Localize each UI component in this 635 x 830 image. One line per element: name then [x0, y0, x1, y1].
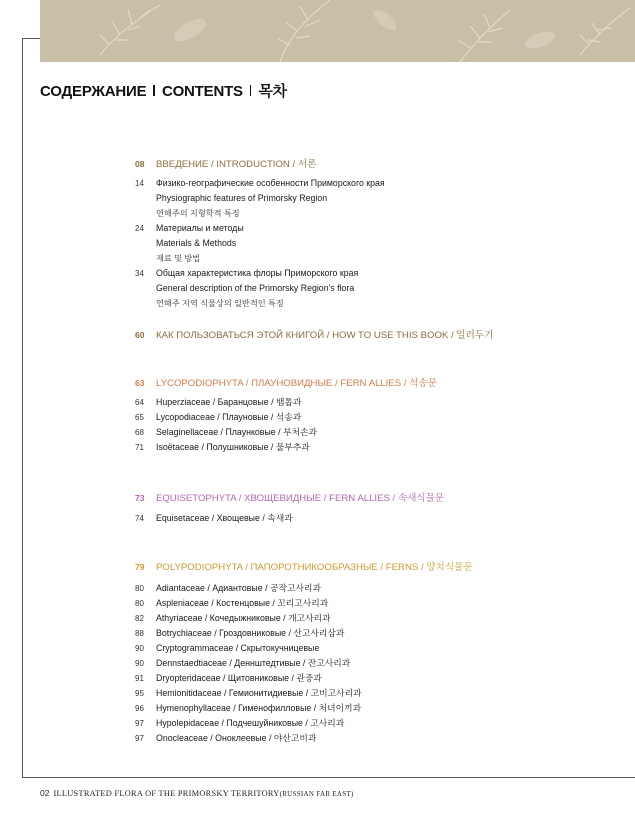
toc-entry[interactable]	[135, 581, 321, 596]
toc-section-polypodiophyta[interactable]	[135, 559, 473, 573]
entry-title-en: Materials & Methods	[156, 238, 237, 248]
frame-line-top	[22, 38, 40, 39]
entry-page-number: 97	[135, 719, 144, 728]
toc-entry[interactable]	[135, 656, 350, 671]
section-title: EQUISETOPHYTA / ХВОЩЕВИДНЫЕ / FERN ALLIES / 속새식물문	[156, 493, 445, 504]
entry-title-ru: Материалы и методы	[156, 223, 244, 233]
entry-title: Botrychiaceae / Гроздовниковые / 산고사리삼과	[156, 628, 345, 638]
entry-title: Onocleaceae / Оноклеевые / 야산고비과	[156, 733, 317, 743]
toc-entry[interactable]	[135, 511, 293, 526]
page-title	[40, 80, 287, 101]
entry-page-number: 24	[135, 224, 144, 233]
section-title: LYCOPODIOPHYTA / ПЛАУНОВИДНЫЕ / FERN ALLIES / 석송문	[156, 378, 437, 389]
entry-title: Hypolepidaceae / Подчешуйниковые / 고사리과	[156, 718, 345, 728]
entry-title: Dryopteridaceae / Щитовниковые / 관중과	[156, 673, 322, 683]
book-subtitle: (RUSSIAN FAR EAST)	[279, 790, 354, 798]
entry-page-number: 88	[135, 629, 144, 638]
entry-page-number: 65	[135, 413, 144, 422]
toc-entry[interactable]	[135, 176, 385, 221]
entry-page-number: 71	[135, 443, 144, 452]
page-footer	[40, 788, 354, 798]
entry-title-ko: 연해주 지역 식물상의 일반적인 특징	[156, 299, 284, 308]
entry-page-number: 82	[135, 614, 144, 623]
entry-title: Huperziaceae / Баранцовые / 뱀톱과	[156, 397, 302, 407]
toc-entry[interactable]	[135, 440, 310, 455]
fern-decoration-icon	[40, 0, 635, 62]
section-title: POLYPODIOPHYTA / ПАПОРОТНИКООБРАЗНЫЕ / FERNS / 양치식물문	[156, 562, 473, 573]
toc-entry[interactable]	[135, 641, 319, 656]
entry-page-number: 68	[135, 428, 144, 437]
entry-page-number: 34	[135, 269, 144, 278]
toc-entry[interactable]	[135, 410, 301, 425]
entry-page-number: 80	[135, 584, 144, 593]
entry-title-ru: Физико-географические особенности Приморского края	[156, 178, 385, 188]
toc-entry[interactable]	[135, 671, 322, 686]
frame-line-bottom	[22, 777, 635, 778]
entry-page-number: 64	[135, 398, 144, 407]
entry-title: Hemionitidaceae / Гемионитидиевые / 고비고사리과	[156, 688, 362, 698]
toc-section-how-to-use[interactable]	[135, 327, 493, 341]
toc-entry[interactable]	[135, 626, 344, 641]
entry-title-ru: Общая характеристика флоры Приморского края	[156, 268, 359, 278]
toc-section-introduction[interactable]	[135, 156, 316, 170]
toc-entry[interactable]	[135, 596, 328, 611]
toc-entry[interactable]	[135, 425, 317, 440]
entry-page-number: 91	[135, 674, 144, 683]
entry-title-ko: 재료 및 방법	[156, 254, 201, 263]
frame-line-left	[22, 38, 23, 778]
toc-entry[interactable]	[135, 266, 358, 311]
toc-section-equisetophyta[interactable]	[135, 490, 444, 504]
entry-title: Aspleniaceae / Костенцовые / 꼬리고사리과	[156, 598, 329, 608]
section-title: ВВЕДЕНИЕ / INTRODUCTION / 서론	[156, 159, 317, 170]
entry-page-number: 14	[135, 179, 144, 188]
entry-title: Athyriaceae / Кочедыжниковые / 개고사리과	[156, 613, 331, 623]
title-ko: 목차	[258, 83, 287, 100]
toc-section-lycopodiophyta[interactable]	[135, 375, 437, 389]
entry-title-en: Physiographic features of Primorsky Region	[156, 193, 328, 203]
entry-title: Equisetaceae / Хвощевые / 속새과	[156, 513, 293, 523]
entry-page-number: 96	[135, 704, 144, 713]
entry-title: Selaginellaceae / Плаунковые / 부처손과	[156, 427, 318, 437]
entry-title: Dennstaedtiaceae / Деннштедтивые / 잔고사리과	[156, 658, 351, 668]
section-page-number: 79	[135, 562, 145, 572]
entry-page-number: 97	[135, 734, 144, 743]
section-page-number: 60	[135, 330, 145, 340]
entry-page-number: 90	[135, 659, 144, 668]
title-separator	[250, 85, 252, 96]
entry-title: Hymenophyllaceae / Гименофилловые / 처녀이끼과	[156, 703, 362, 713]
toc-entry[interactable]	[135, 701, 361, 716]
header-banner	[40, 0, 635, 62]
section-page-number: 63	[135, 378, 145, 388]
section-page-number: 73	[135, 493, 145, 503]
book-title: ILLUSTRATED FLORA OF THE PRIMORSKY TERRITORY	[53, 789, 280, 798]
entry-page-number: 80	[135, 599, 144, 608]
title-ru: СОДЕРЖАНИЕ	[40, 83, 147, 100]
toc-entry[interactable]	[135, 611, 331, 626]
entry-title-ko: 연해주의 지형학적 특징	[156, 209, 240, 218]
entry-page-number: 95	[135, 689, 144, 698]
entry-page-number: 74	[135, 514, 144, 523]
toc-entry[interactable]	[135, 716, 344, 731]
entry-title: Adiantaceae / Адиантовые / 공작고사리과	[156, 583, 321, 593]
toc-entry[interactable]	[135, 731, 316, 746]
toc-entry[interactable]	[135, 395, 301, 410]
entry-page-number: 90	[135, 644, 144, 653]
page-number: 02	[40, 788, 50, 798]
entry-title: Cryptogrammaceae / Скрытокучницевые	[156, 643, 320, 653]
section-page-number: 08	[135, 159, 145, 169]
toc-entry[interactable]	[135, 686, 362, 701]
entry-title-en: General description of the Primorsky Region's flora	[156, 283, 355, 293]
section-title: КАК ПОЛЬЗОВАТЬСЯ ЭТОЙ КНИГОЙ / HOW TO USE THIS BOOK / 일러두기	[156, 330, 494, 341]
title-en: CONTENTS	[161, 83, 243, 100]
entry-title: Isoëtaceae / Полушниковые / 물부추과	[156, 442, 310, 452]
title-separator	[153, 85, 155, 96]
toc-entry[interactable]	[135, 221, 244, 266]
entry-title: Lycopodiaceae / Плауновые / 석송과	[156, 412, 302, 422]
